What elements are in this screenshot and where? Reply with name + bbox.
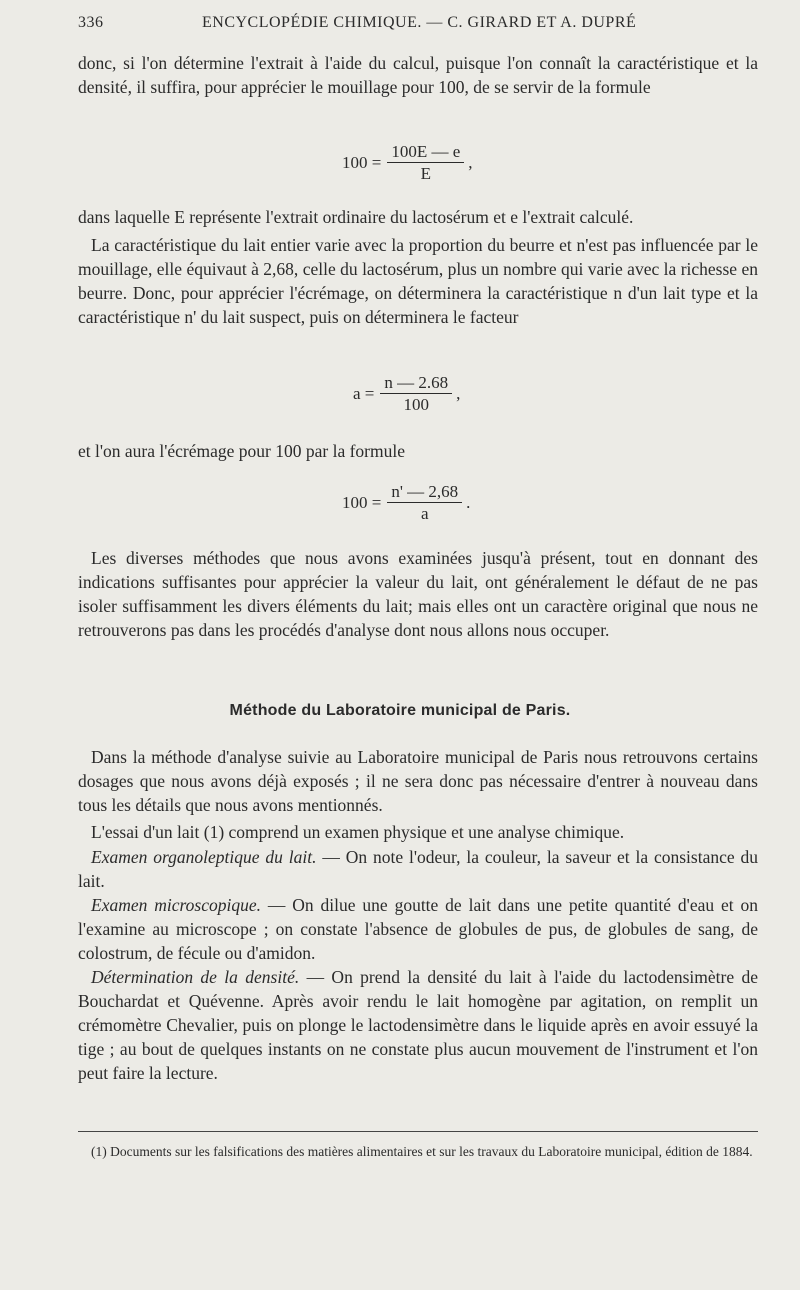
fraction-numerator: n — 2.68 <box>380 373 452 394</box>
paragraph-1: donc, si l'on détermine l'extrait à l'aide du calcul, puisque l'on connaît la caractéristique et la densité, il suffira, pour apprécier le mouillage pour 100, de se servir de la formule <box>78 53 758 97</box>
fraction <box>387 142 464 183</box>
fraction <box>387 482 462 523</box>
fraction-denominator: 100 <box>403 395 430 414</box>
paragraph-9-text: — On dilue une goutte de lait dans une petite quantité d'eau et on l'examine au microscope ; on constate l'absence de globules de pus, de globules de sang, de colostrum, de fécule ou d'amidon. <box>78 895 759 963</box>
paragraph-10-text: — On prend la densité du lait à l'aide du lactodensimètre de Bouchardat et Quévenne. Après avoir rendu le lait homogène par agitation, on remplit un crémomètre Chevalier, puis on plonge le lactodensimètre dans le liquide après en avoir essuyé la tige ; au bout de quelques instants on ne constate plus aucun mouvement de l'instrument et l'on peut faire la lecture. <box>78 967 758 1083</box>
paragraph-2: dans laquelle E représente l'extrait ordinaire du lactosérum et e l'extrait calculé. <box>78 207 634 227</box>
subheading-organoleptique: Examen organoleptique du lait. <box>91 847 317 867</box>
footnote: (1) Documents sur les falsifications des matières alimentaires et sur les travaux du Laboratoire municipal, édition de 1884. <box>91 1144 753 1159</box>
fraction-numerator: n' — 2,68 <box>387 482 462 503</box>
paragraph-6: Dans la méthode d'analyse suivie au Laboratoire municipal de Paris nous retrouvons certains dosages que nous avons déjà exposés ; il ne sera donc pas nécessaire d'entrer à nouveau dans tous les détails que nous avons mentionnés. <box>78 747 758 815</box>
formula-ecremage <box>342 482 470 523</box>
fraction-denominator: E <box>420 164 431 183</box>
subheading-densite: Détermination de la densité. <box>91 967 300 987</box>
paragraph-8-text: — On note l'odeur, la couleur, la saveur et la consistance du lait. <box>78 847 759 891</box>
subheading-microscopique: Examen microscopique. <box>91 895 262 915</box>
formula-punctuation: , <box>456 383 461 403</box>
paragraph-8 <box>78 845 758 893</box>
formula-lhs: a = <box>353 383 375 403</box>
formula-punctuation: , <box>468 152 473 172</box>
paragraph-3: La caractéristique du lait entier varie avec la proportion du beurre et n'est pas influencée par le mouillage, elle équivaut à 2,68, celle du lactosérum, plus un nombre qui varie avec la richesse en beurre. Donc, pour apprécier l'écrémage, on déterminera la caractéristique n d'un lait type et la caractéristique n' du lait suspect, puis on déterminera le facteur <box>78 235 758 327</box>
page-header <box>78 14 758 38</box>
fraction-numerator: 100E — e <box>387 142 464 163</box>
formula-facteur <box>353 373 460 414</box>
paragraph-10 <box>78 965 758 1085</box>
paragraph-7: L'essai d'un lait (1) comprend un examen physique et une analyse chimique. <box>91 822 625 842</box>
running-title: ENCYCLOPÉDIE CHIMIQUE. — C. GIRARD ET A. DUPRÉ <box>202 14 637 31</box>
paragraph-4: et l'on aura l'écrémage pour 100 par la formule <box>78 441 405 461</box>
fraction-denominator: a <box>420 504 429 523</box>
section-heading: Méthode du Laboratoire municipal de Paris. <box>229 702 571 719</box>
fraction <box>380 373 452 414</box>
footnote-divider <box>78 1131 758 1132</box>
formula-lhs: 100 = <box>342 152 382 172</box>
formula-mouillage <box>342 142 473 183</box>
paragraph-5: Les diverses méthodes que nous avons examinées jusqu'à présent, tout en donnant des indications suffisantes pour apprécier la valeur du lait, ont généralement le défaut de ne pas isoler suffisamment les divers éléments du lait; mais elles ont un caractère original que nous ne retrouverons pas dans les procédés d'analyse dont nous allons nous occuper. <box>78 548 758 640</box>
formula-punctuation: . <box>466 492 471 512</box>
paragraph-9 <box>78 893 758 965</box>
page-number: 336 <box>78 14 104 31</box>
formula-lhs: 100 = <box>342 492 382 512</box>
